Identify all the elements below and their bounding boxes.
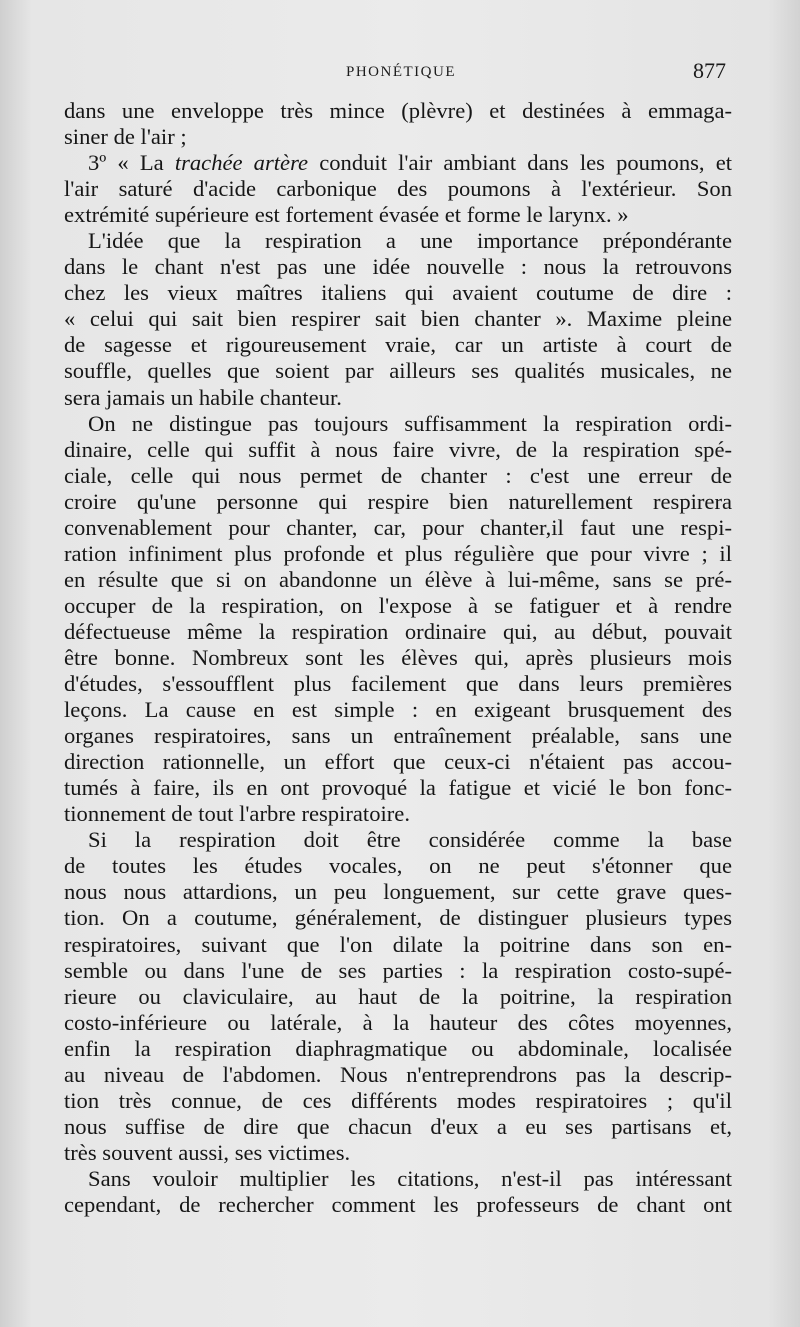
text-line: souffle, quelles que soient par ailleurs ses qualités musicales, ne — [64, 358, 732, 384]
text-line: L'idée que la respiration a une importance prépondérante — [88, 228, 732, 254]
text-line: chez les vieux maîtres italiens qui avaient coutume de dire : — [64, 280, 732, 306]
text-line: très souvent aussi, ses victimes. — [64, 1139, 351, 1165]
text-line: cependant, de rechercher comment les professeurs de chant ont — [64, 1191, 732, 1217]
text-line: rieure ou claviculaire, au haut de la poitrine, la respiration — [64, 983, 732, 1009]
running-title: PHONÉTIQUE — [346, 64, 456, 80]
text-line: tion. On a coutume, généralement, de distinguer plusieurs types — [64, 905, 732, 931]
text-line: tionnement de tout l'arbre respiratoire. — [64, 801, 410, 827]
text-line: On ne distingue pas toujours suffisamment la respiration ordi- — [88, 410, 732, 436]
text-line: d'études, s'essoufflent plus facilement que dans leurs premières — [64, 671, 732, 697]
text-line: être bonne. Nombreux sont les élèves qui, après plusieurs mois — [64, 644, 732, 670]
text-line: leçons. La cause en est simple : en exigeant brusquement des — [64, 697, 732, 723]
text-line: occuper de la respiration, on l'expose à se fatiguer et à rendre — [64, 592, 732, 618]
text-line: sera jamais un habile chanteur. — [64, 384, 342, 410]
text-line: extrémité supérieure est fortement évasée et forme le larynx. » — [64, 202, 629, 228]
text-segment: 3º « La — [88, 150, 175, 176]
italic-term: trachée artère — [174, 150, 309, 176]
text-line: enfin la respiration diaphragmatique ou abdominale, localisée — [64, 1035, 732, 1061]
text-line: de sagesse et rigoureusement vraie, car un artiste à court de — [64, 332, 732, 358]
text-line: organes respiratoires, sans un entraînement préalable, sans une — [64, 723, 732, 749]
text-line: nous suffise de dire que chacun d'eux a eu ses partisans et, — [64, 1113, 732, 1139]
text-line: « celui qui sait bien respirer sait bien chanter ». Maxime pleine — [64, 306, 732, 332]
text-line: ration infiniment plus profonde et plus régulière que pour vivre ; il — [64, 540, 732, 566]
text-segment: conduit l'air ambiant dans les poumons, et — [308, 150, 733, 176]
text-line: dinaire, celle qui suffit à nous faire vivre, de la respiration spé- — [64, 436, 732, 462]
text-line: nous nous attardions, un peu longuement, sur cette grave ques- — [64, 879, 732, 905]
text-line: semble ou dans l'une de ses parties : la respiration costo-supé- — [64, 957, 732, 983]
text-line: direction rationnelle, un effort que ceux-ci n'étaient pas accou- — [64, 749, 732, 775]
text-line: Si la respiration doit être considérée comme la base — [88, 827, 732, 853]
text-line: en résulte que si on abandonne un élève à lui-même, sans se pré- — [64, 566, 732, 592]
text-line: siner de l'air ; — [64, 124, 187, 150]
text-line: de toutes les études vocales, on ne peut s'étonner que — [64, 853, 732, 879]
text-line: au niveau de l'abdomen. Nous n'entreprendrons pas la descrip- — [64, 1061, 732, 1087]
text-line: tion très connue, de ces différents modes respiratoires ; qu'il — [64, 1087, 732, 1113]
text-line: dans le chant n'est pas une idée nouvelle : nous la retrouvons — [64, 254, 732, 280]
text-line: ciale, celle qui nous permet de chanter : c'est une erreur de — [64, 462, 732, 488]
text-line: dans une enveloppe très mince (plèvre) et destinées à emmaga- — [64, 98, 732, 123]
text-line: costo-inférieure ou latérale, à la hauteur des côtes moyennes, — [64, 1009, 732, 1035]
text-line: croire qu'une personne qui respire bien naturellement respirera — [64, 488, 732, 514]
page-number: 877 — [693, 58, 726, 83]
running-head — [70, 58, 732, 90]
text-line: défectueuse même la respiration ordinaire qui, au début, pouvait — [64, 618, 732, 644]
text-line: respiratoires, suivant que l'on dilate la poitrine dans son en- — [64, 931, 732, 957]
text-line: convenablement pour chanter, car, pour chanter,il faut une respi- — [64, 514, 732, 540]
body-text — [64, 98, 732, 1218]
text-line: l'air saturé d'acide carbonique des poumons à l'extérieur. Son — [64, 176, 732, 202]
text-line: Sans vouloir multiplier les citations, n'est-il pas intéressant — [88, 1165, 732, 1191]
text-line — [64, 150, 732, 176]
text-line: tumés à faire, ils en ont provoqué la fatigue et vicié le bon fonc- — [64, 775, 732, 801]
